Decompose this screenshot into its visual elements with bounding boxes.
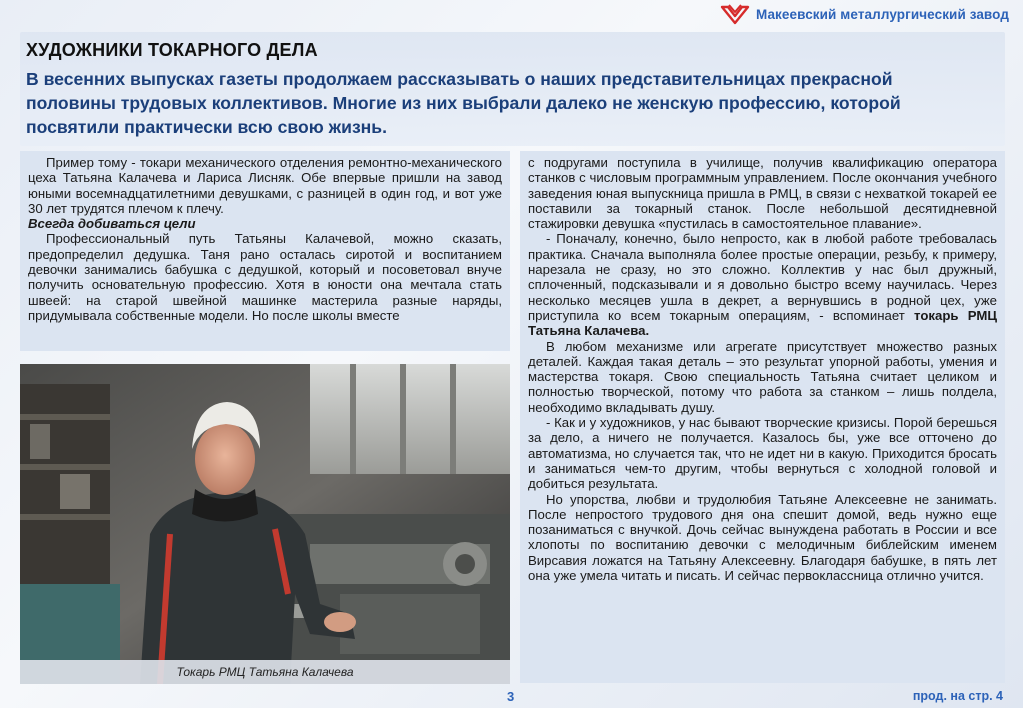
right-column-text [520,151,1005,683]
article-photo [20,364,510,684]
left-column-text [20,151,510,351]
page-number: 3 [507,689,515,704]
brand-header [720,3,1009,25]
headline-box [20,32,1005,146]
article-lead: В весенних выпусках газеты продолжаем рассказывать о наших представительницах прекрасной половины трудовых коллективов. Многие из них выбрали далеко не женскую профессию, которой посвятили практически всю свою жизнь. [26,69,901,137]
right-paragraph-1: с подругами поступила в училище, получив квалификацию оператора станков с числовым программным управлением. После окончания учебного заведения юная выпускница пришла в РМЦ, в связи с нехваткой токарей ее поставили за токарный станок. После небольшой десятидневной стажировки девушка «пустилась в самостоятельное плавание». [528,155,997,232]
right-paragraph-3: В любом механизме или агрегате присутствует множество разных деталей. Каждая такая деталь – это результат упорной работы, умения и мастерства токаря. Свою специальность Татьяна считает целиком и полностью творческой, потому что работа за станком – лишь полдела, необходимо вкладывать душу. [528,338,997,415]
brand-name: Макеевский металлургический завод [755,6,1009,22]
right-paragraph-5: Но упорства, любви и трудолюбия Татьяне Алексеевне не занимать. После непростого трудового дня она спешит домой, ведь нужно еще позаниматься с внучкой. Дочь сейчас вынуждена работать в России и все хлопоты по воспитанию девочки с мелодичным библейским именем Вирсавия ложатся на Татьяну Алексеевну. Благодаря бабушке, в пять лет она уже умела читать и писать. И сейчас первоклассница отлично учится. [528,491,997,584]
quote-attribution: токарь РМЦ Татьяна Калачева. [528,307,997,339]
right-paragraph-4: - Как и у художников, у нас бывают творческие кризисы. Порой берешься за дело, а ничего не получается. Казалось бы, уже все отточено до автоматизма, но случается так, что не идет ни в какую. Приходится бросать и заниматься чем-то другим, чтобы вернуться с холодной головой и добиться результата. [528,415,997,492]
section-subhead: Всегда добиваться цели [28,216,196,232]
left-paragraph-2: Профессиональный путь Татьяны Калачевой, можно сказать, предопределил дедушка. Таня рано осталась сиротой и воспитанием девочки занимались бабушка с дедушкой, который и посоветовал внуче получить основательную профессию. Хотя в юности она мечтала стать швеей: на старой швейной машинке мастерила разные наряды, придумывала собственные модели. Но после школы вместе [28,231,502,323]
continued-link[interactable]: прод. на стр. 4 [912,689,1003,703]
left-paragraph-1: Пример тому - токари механического отделения ремонтно-механического цеха Татьяна Калачева и Лариса Лисняк. Обе впервые пришли на завод юными восемнадцатилетними девушками, с разницей в один год, и вот уже 30 лет трудятся плечом к плечу. [28,155,502,216]
quote-text: - Поначалу, конечно, было непросто, как в любой работе требовалась практика. Сначала выполняла более простые операции, резьбу, к примеру, нарезала не сразу, но это сложно. Коллектив у нас был дружный, сплоченный, подсказывали и я довольно быстро всему научилась. Через несколько месяцев ушла в декрет, а вернувшись в родной цех, уже приступила ко всем токарным операциям, - вспоминает [528,231,997,323]
right-paragraph-2 [528,231,997,338]
article-rubric: ХУДОЖНИКИ ТОКАРНОГО ДЕЛА [26,40,318,60]
photo-image [20,364,510,684]
brand-logo-icon [720,3,750,25]
photo-caption: Токарь РМЦ Татьяна Калачева [20,660,510,684]
